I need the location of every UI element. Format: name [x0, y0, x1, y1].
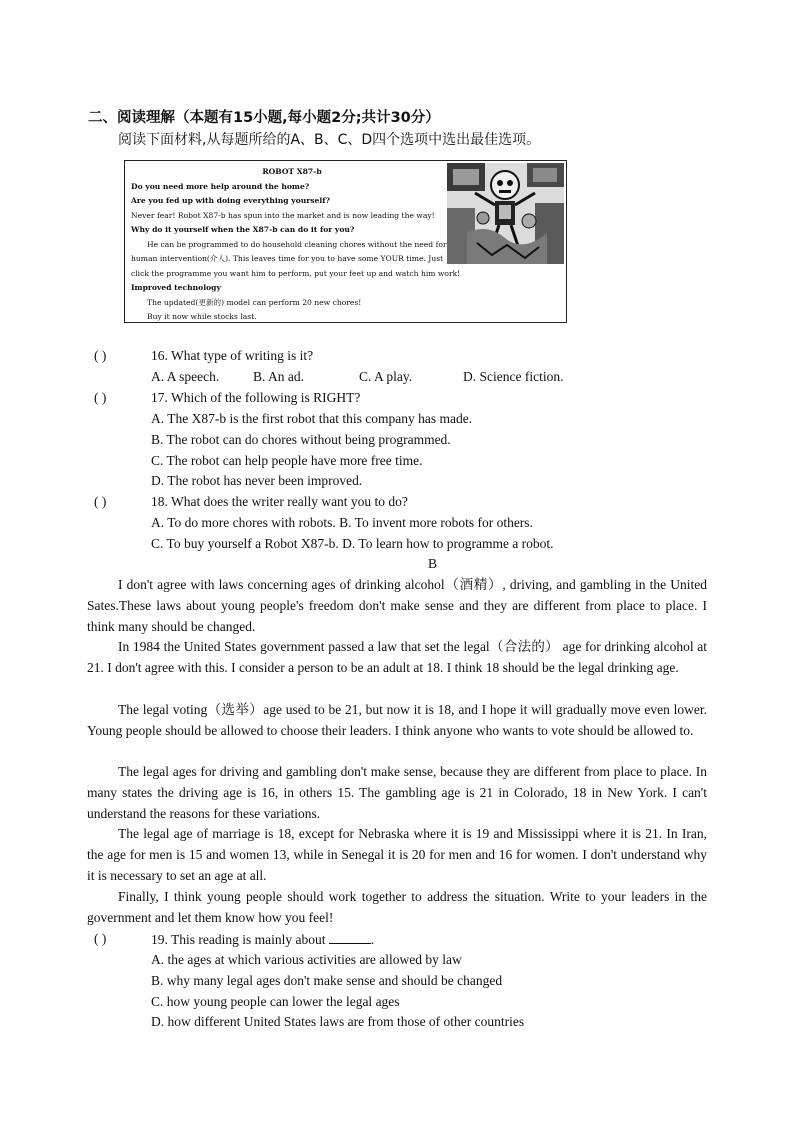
ad-line: He can be programmed to do household cleaning chores without the need for: [147, 239, 447, 249]
stem-period: .: [370, 932, 375, 947]
passage-paragraph: The legal voting（选举）age used to be 21, but now it is 18, and I hope it will gradually move even lower. Young people should be allowed to choose their leaders. I think anyone who wants to vote should be allowed to.: [87, 702, 707, 738]
section-instruction: 阅读下面材料,从每题所给的A、B、C、D四个选项中选出最佳选项。: [118, 132, 541, 148]
ad-text-block: [131, 165, 461, 323]
passage-paragraph: In 1984 the United States government passed a law that set the legal（合法的） age for drinking alcohol at 21. I don't agree with this. I consider a person to be an adult at 18. I think 18 should be the legal drinking age.: [87, 639, 707, 675]
passage-paragraph: The legal ages for driving and gambling don't make sense, because they are different from place to place. In many states the driving age is 16, in others 15. The gambling age is 21 in Colorado, 18 in New York. I can't understand the reasons for these variations.: [87, 764, 707, 821]
part-b-label: B: [428, 556, 438, 571]
question-19-stem: [151, 929, 374, 951]
option-a: A. the ages at which various activities are allowed by law: [151, 952, 462, 967]
ad-line: Why do it yourself when the X87-b can do it for you?: [131, 225, 355, 234]
answer-blank[interactable]: ( ): [94, 931, 107, 946]
ad-line: Improved technology: [131, 283, 221, 292]
option-a: A. A speech.: [151, 369, 220, 384]
robot-illustration: [447, 163, 564, 264]
question-18-stem: 18. What does the writer really want you to do?: [151, 494, 408, 509]
option-d: D. how different United States laws are from those of other countries: [151, 1014, 525, 1029]
option-b: B. An ad.: [253, 369, 305, 384]
options-ab: A. To do more chores with robots. B. To invent more robots for others.: [151, 515, 533, 530]
option-b: B. The robot can do chores without being programmed.: [151, 432, 451, 447]
ad-line: Buy it now while stocks last.: [147, 312, 257, 321]
answer-blank[interactable]: ( ): [94, 348, 107, 363]
ad-line: human intervention(介人). This leaves time for you to have some YOUR time. Just: [131, 254, 444, 263]
question-16-stem: 16. What type of writing is it?: [151, 348, 314, 363]
option-c: C. how young people can lower the legal ages: [151, 994, 400, 1009]
option-b: B. why many legal ages don't make sense and should be changed: [151, 973, 503, 988]
ad-title: ROBOT X87-b: [262, 167, 322, 176]
robot-advertisement: [124, 160, 567, 323]
passage-paragraph: The legal age of marriage is 18, except for Nebraska where it is 19 and Mississippi where it is 21. In Iran, the age for men is 15 and women 13, while in Senegal it is 20 for men and 16 for women. I don't understand why it is necessary to set an age at all.: [87, 826, 707, 883]
ad-line: Never fear! Robot X87-b has spun into the market and is now leading the way!: [131, 210, 435, 220]
question-19-stem-text: 19. This reading is mainly about: [151, 932, 326, 947]
options-cd: C. To buy yourself a Robot X87-b. D. To learn how to programme a robot.: [151, 536, 554, 551]
question-16-options: [151, 367, 591, 388]
ad-line: click the programme you want him to perform, put your feet up and watch him work!: [131, 268, 461, 278]
option-c: C. A play.: [359, 369, 413, 384]
fill-blank[interactable]: [329, 929, 371, 944]
passage-paragraph: I don't agree with laws concerning ages of drinking alcohol（酒精）, driving, and gambling in the United Sates.These laws about young people's freedom don't make sense and they are different from place to place. I think many should be changed.: [87, 577, 707, 634]
question-17-stem: 17. Which of the following is RIGHT?: [151, 390, 361, 405]
option-c: C. The robot can help people have more free time.: [151, 453, 423, 468]
ad-line: Are you fed up with doing everything yourself?: [131, 196, 330, 205]
answer-blank[interactable]: ( ): [94, 494, 107, 509]
section-title: 二、阅读理解（本题有15小题,每小题2分;共计30分）: [88, 110, 440, 126]
option-d: D. Science fiction.: [463, 369, 564, 384]
ad-line: Do you need more help around the home?: [131, 181, 310, 191]
ad-line: The updated(更新的) model can perform 20 new chores!: [147, 297, 362, 307]
answer-blank[interactable]: ( ): [94, 390, 107, 405]
option-a: A. The X87-b is the first robot that this company has made.: [151, 411, 473, 426]
option-d: D. The robot has never been improved.: [151, 473, 363, 488]
passage-paragraph: Finally, I think young people should work together to address the situation. Write to your leaders in the government and let them know how you feel!: [87, 889, 707, 925]
